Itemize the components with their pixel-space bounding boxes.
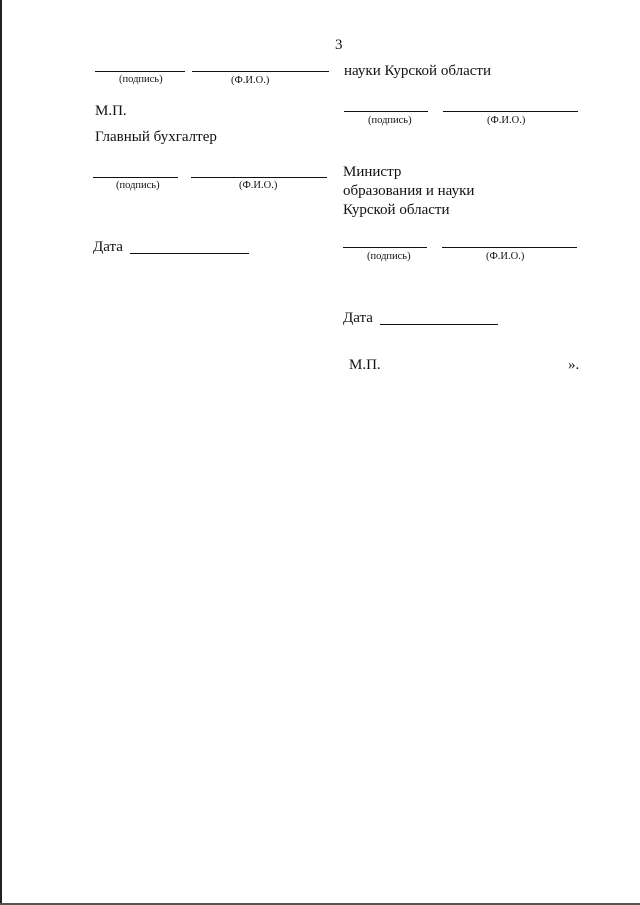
left-date-label: Дата bbox=[93, 239, 123, 255]
minister-signature-line bbox=[343, 247, 427, 248]
right-fio-caption: (Ф.И.О.) bbox=[487, 115, 526, 126]
accountant-signature-line bbox=[93, 177, 178, 178]
right-date-label: Дата bbox=[343, 310, 373, 326]
accountant-fio-line bbox=[191, 177, 327, 178]
page-number: 3 bbox=[335, 37, 343, 53]
minister-title-line-3: Курской области bbox=[343, 202, 450, 218]
left-fio-line bbox=[192, 71, 329, 72]
left-signature-line bbox=[95, 71, 185, 72]
right-stamp-mark: М.П. bbox=[349, 357, 381, 373]
left-fio-caption: (Ф.И.О.) bbox=[231, 75, 270, 86]
minister-title-line-2: образования и науки bbox=[343, 183, 475, 199]
right-signature-line bbox=[344, 111, 428, 112]
right-signature-caption: (подпись) bbox=[368, 115, 412, 126]
minister-fio-caption: (Ф.И.О.) bbox=[486, 251, 525, 262]
accountant-fio-caption: (Ф.И.О.) bbox=[239, 180, 278, 191]
right-fio-line bbox=[443, 111, 578, 112]
minister-fio-line bbox=[442, 247, 577, 248]
left-signature-caption: (подпись) bbox=[119, 74, 163, 85]
minister-title-line-1: Министр bbox=[343, 164, 402, 180]
page-left-edge bbox=[0, 0, 2, 905]
left-date-line bbox=[130, 253, 249, 254]
closing-quote: ». bbox=[568, 357, 580, 373]
minister-title bbox=[343, 163, 543, 220]
right-date-line bbox=[380, 324, 498, 325]
left-stamp-mark: М.П. bbox=[95, 103, 127, 119]
chief-accountant-label: Главный бухгалтер bbox=[95, 129, 217, 145]
accountant-signature-caption: (подпись) bbox=[116, 180, 160, 191]
right-organization-tail: науки Курской области bbox=[344, 63, 491, 79]
minister-signature-caption: (подпись) bbox=[367, 251, 411, 262]
